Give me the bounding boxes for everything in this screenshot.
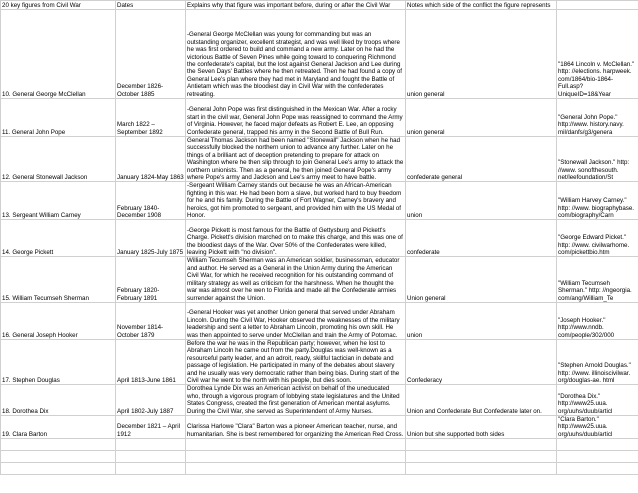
table-row	[1, 182, 638, 220]
source-cell[interactable]: "Stephen Arnold Douglas." http: //www. illinoiscivilwar. org/douglas-ae. html	[557, 339, 638, 384]
name-cell[interactable]: 16. General Joseph Hooker	[1, 302, 116, 339]
side-cell[interactable]: union	[406, 182, 557, 220]
source-cell[interactable]: "William Tecumseh Sherman." http: //ngeorgia. com/ang/William_Te	[557, 257, 638, 302]
explanation-cell[interactable]: Dorothea Lynde Dix was an American activist on behalf of the uneducated who, through a vigorous program of lobbying state legislatures and the United States Congress, created the first generation of American mental asylums. During the Civil War, she served as Superintendent of Army Nurses.	[186, 385, 406, 416]
empty-row	[1, 439, 638, 451]
side-cell[interactable]: confederate	[406, 220, 557, 257]
dates-cell[interactable]: December 1821 – April 1912	[116, 415, 186, 438]
empty-cell[interactable]	[1, 439, 116, 451]
name-cell[interactable]: 13. Sergeant William Carney	[1, 182, 116, 220]
source-cell[interactable]: "General John Pope." http://www. history.navy. mil/danfs/g3/genera	[557, 99, 638, 137]
empty-cell[interactable]	[116, 451, 186, 463]
empty-row	[1, 451, 638, 463]
table-row	[1, 10, 638, 99]
name-cell[interactable]: 10. General George McClellan	[1, 10, 116, 99]
empty-cell[interactable]	[1, 463, 116, 475]
table-row	[1, 385, 638, 416]
empty-cell[interactable]	[406, 439, 557, 451]
name-cell[interactable]: 17. Stephen Douglas	[1, 339, 116, 384]
explanation-cell[interactable]: -Sergeant William Carney stands out because he was an African-American fighting in this war. He had been born a slave, but worked hard to buy freedom for he and his family. During the Battle of Fort Wagner, Carney's bravery and heroics, got him promoted to sergeant, and provided him with the US Medal of Honor.	[186, 182, 406, 220]
source-cell[interactable]: "Joseph Hooker." http://www.nndb. com/people/302/000	[557, 302, 638, 339]
side-cell[interactable]: union	[406, 302, 557, 339]
explanation-cell[interactable]: Clarissa Harlowe "Clara" Barton was a pioneer American teacher, nurse, and humanitarian. She is best remembered for organizing the American Red Cross.	[186, 415, 406, 438]
empty-cell[interactable]	[557, 463, 638, 475]
name-cell[interactable]: 12. General Stonewall Jackson	[1, 137, 116, 182]
empty-row	[1, 463, 638, 475]
source-cell[interactable]: "William Harvey Carney." http: //www. biographybase. com/biography/Carn	[557, 182, 638, 220]
side-cell[interactable]: Confederacy	[406, 339, 557, 384]
name-cell[interactable]: 18. Dorothea Dix	[1, 385, 116, 416]
dates-cell[interactable]: January 1824-May 1863	[116, 137, 186, 182]
dates-cell[interactable]: April 1802-July 1887	[116, 385, 186, 416]
empty-cell[interactable]	[406, 451, 557, 463]
explanation-cell[interactable]: General Thomas Jackson had been named "Stonewall" Jackson when he had successfully blocked the northern union to advance any further. Later on he things of a brilliant act of deception pretending to prepare for attack on Washington where he then slip through to join General Lee's army to attack the northern unionists. Then as a general, he then joined General Pope's army where Pope's army and Jackson and Lee's army meet to have battle.	[186, 137, 406, 182]
table-row	[1, 99, 638, 137]
table-row	[1, 220, 638, 257]
explanation-cell[interactable]: -General John Pope was first distinguished in the Mexican War. After a rocky start in the civil war, General John Pope was reassigned to command the Army of Virginia. However, he faced major defeats as Robert E. Lee, an opposing Confederate general, trapped his army in the Second Battle of Bull Run.	[186, 99, 406, 137]
header-cell-dates[interactable]: Dates	[116, 1, 186, 10]
source-cell[interactable]: "1864 Lincoln v. McClellan." http: //elections. harpweek. com/1864/bio-1864-Full.asp? UniqueID=18&Year	[557, 10, 638, 99]
header-cell-source[interactable]	[557, 1, 638, 10]
dates-cell[interactable]: February 1840-December 1908	[116, 182, 186, 220]
name-cell[interactable]: 11. General John Pope	[1, 99, 116, 137]
table-body	[1, 1, 638, 475]
source-cell[interactable]: "Stonewall Jackson." http: //www. sonofthesouth. net/leefoundation/St	[557, 137, 638, 182]
side-cell[interactable]: confederate general	[406, 137, 557, 182]
name-cell[interactable]: 19. Clara Barton	[1, 415, 116, 438]
source-cell[interactable]: "Dorothea Dix." http://www25.uua. org/uuhs/duub/articl	[557, 385, 638, 416]
header-row	[1, 1, 638, 10]
side-cell[interactable]: Union general	[406, 257, 557, 302]
empty-cell[interactable]	[186, 439, 406, 451]
table-row	[1, 137, 638, 182]
empty-cell[interactable]	[186, 463, 406, 475]
side-cell[interactable]: union general	[406, 99, 557, 137]
empty-cell[interactable]	[186, 451, 406, 463]
explanation-cell[interactable]: William Tecumseh Sherman was an American soldier, businessman, educator and author. He served as a General in the Union Army during the American Civil War, for which he received recognition for his outstanding command of military strategy as well as criticism for the harshness. When he thought the war was almost over he wen to Florida and made all the Confederate armies surrender against the Union.	[186, 257, 406, 302]
side-cell[interactable]: Union and Confederate But Confederate later on.	[406, 385, 557, 416]
explanation-cell[interactable]: Before the war he was in the Republican party; however, when he lost to Abraham Lincoln he came out from the party.Douglas was well-known as a resourceful party leader, and an adroit, ready, skillful tactician in debate and passage of legislation. He participated in many of the debates about slavery and he usually was very democratic rather than being bias. During start of the Civil war he went to the north with his people, but dies soon.	[186, 339, 406, 384]
dates-cell[interactable]: April 1813-June 1861	[116, 339, 186, 384]
empty-cell[interactable]	[1, 451, 116, 463]
empty-cell[interactable]	[557, 451, 638, 463]
source-cell[interactable]: "George Edward Picket." http: //www. civilwarhome. com/pickettbio.htm	[557, 220, 638, 257]
empty-cell[interactable]	[557, 439, 638, 451]
header-cell-side[interactable]: Notes which side of the conflict the figure represents	[406, 1, 557, 10]
header-cell-figure[interactable]: 20 key figures from Civil War	[1, 1, 116, 10]
source-cell[interactable]: "Clara Barton." http://www25.uua. org/uuhs/duub/articl	[557, 415, 638, 438]
empty-cell[interactable]	[406, 463, 557, 475]
dates-cell[interactable]: March 1822 – September 1892	[116, 99, 186, 137]
dates-cell[interactable]: February 1820-February 1891	[116, 257, 186, 302]
table-row	[1, 302, 638, 339]
dates-cell[interactable]: January 1825-July 1875	[116, 220, 186, 257]
empty-cell[interactable]	[116, 439, 186, 451]
table-row	[1, 415, 638, 438]
header-cell-explanation[interactable]: Explains why that figure was important before, during or after the Civil War	[186, 1, 406, 10]
explanation-cell[interactable]: -General Hooker was yet another Union general that served under Abraham Lincoln. During the Civil War, Hooker observed the weaknesses of the military leadership and sent a letter to Abraham Lincoln, promoting his own skill. He was then appointed to serve under McClellan and train the Army of Potomac.	[186, 302, 406, 339]
dates-cell[interactable]: December 1826-October 1885	[116, 10, 186, 99]
name-cell[interactable]: 14. George Pickett	[1, 220, 116, 257]
table-row	[1, 257, 638, 302]
explanation-cell[interactable]: -General George McClellan was young for commanding but was an outstanding organizer, excellent strategist, and was well liked by troops where he was first ordered to build and command a new army. Later on he had the victorious Battle of Seven Pines while going toward to conquering Richmond the confederate's capital, but the lost against General Jackson and Lee during the Seven Days' Battles where he then retreated. Then he had found a copy of General Lee's plan where they had met in Maryland and fought the Battle of Antietam which was the bloodiest day in Civil War with the confederates retreating.	[186, 10, 406, 99]
name-cell[interactable]: 15. William Tecumseh Sherman	[1, 257, 116, 302]
dates-cell[interactable]: November 1814-October 1879	[116, 302, 186, 339]
side-cell[interactable]: Union but she supported both sides	[406, 415, 557, 438]
table-row	[1, 339, 638, 384]
empty-cell[interactable]	[116, 463, 186, 475]
side-cell[interactable]: union general	[406, 10, 557, 99]
explanation-cell[interactable]: -George Pickett is most famous for the Battle of Gettysburg and Pickett's Charge. Pickett's division marched on to make this charge, and this was one of the bloodiest days of the War. Over 50% of the Confederates were killed, leaving Pickett with "no division".	[186, 220, 406, 257]
